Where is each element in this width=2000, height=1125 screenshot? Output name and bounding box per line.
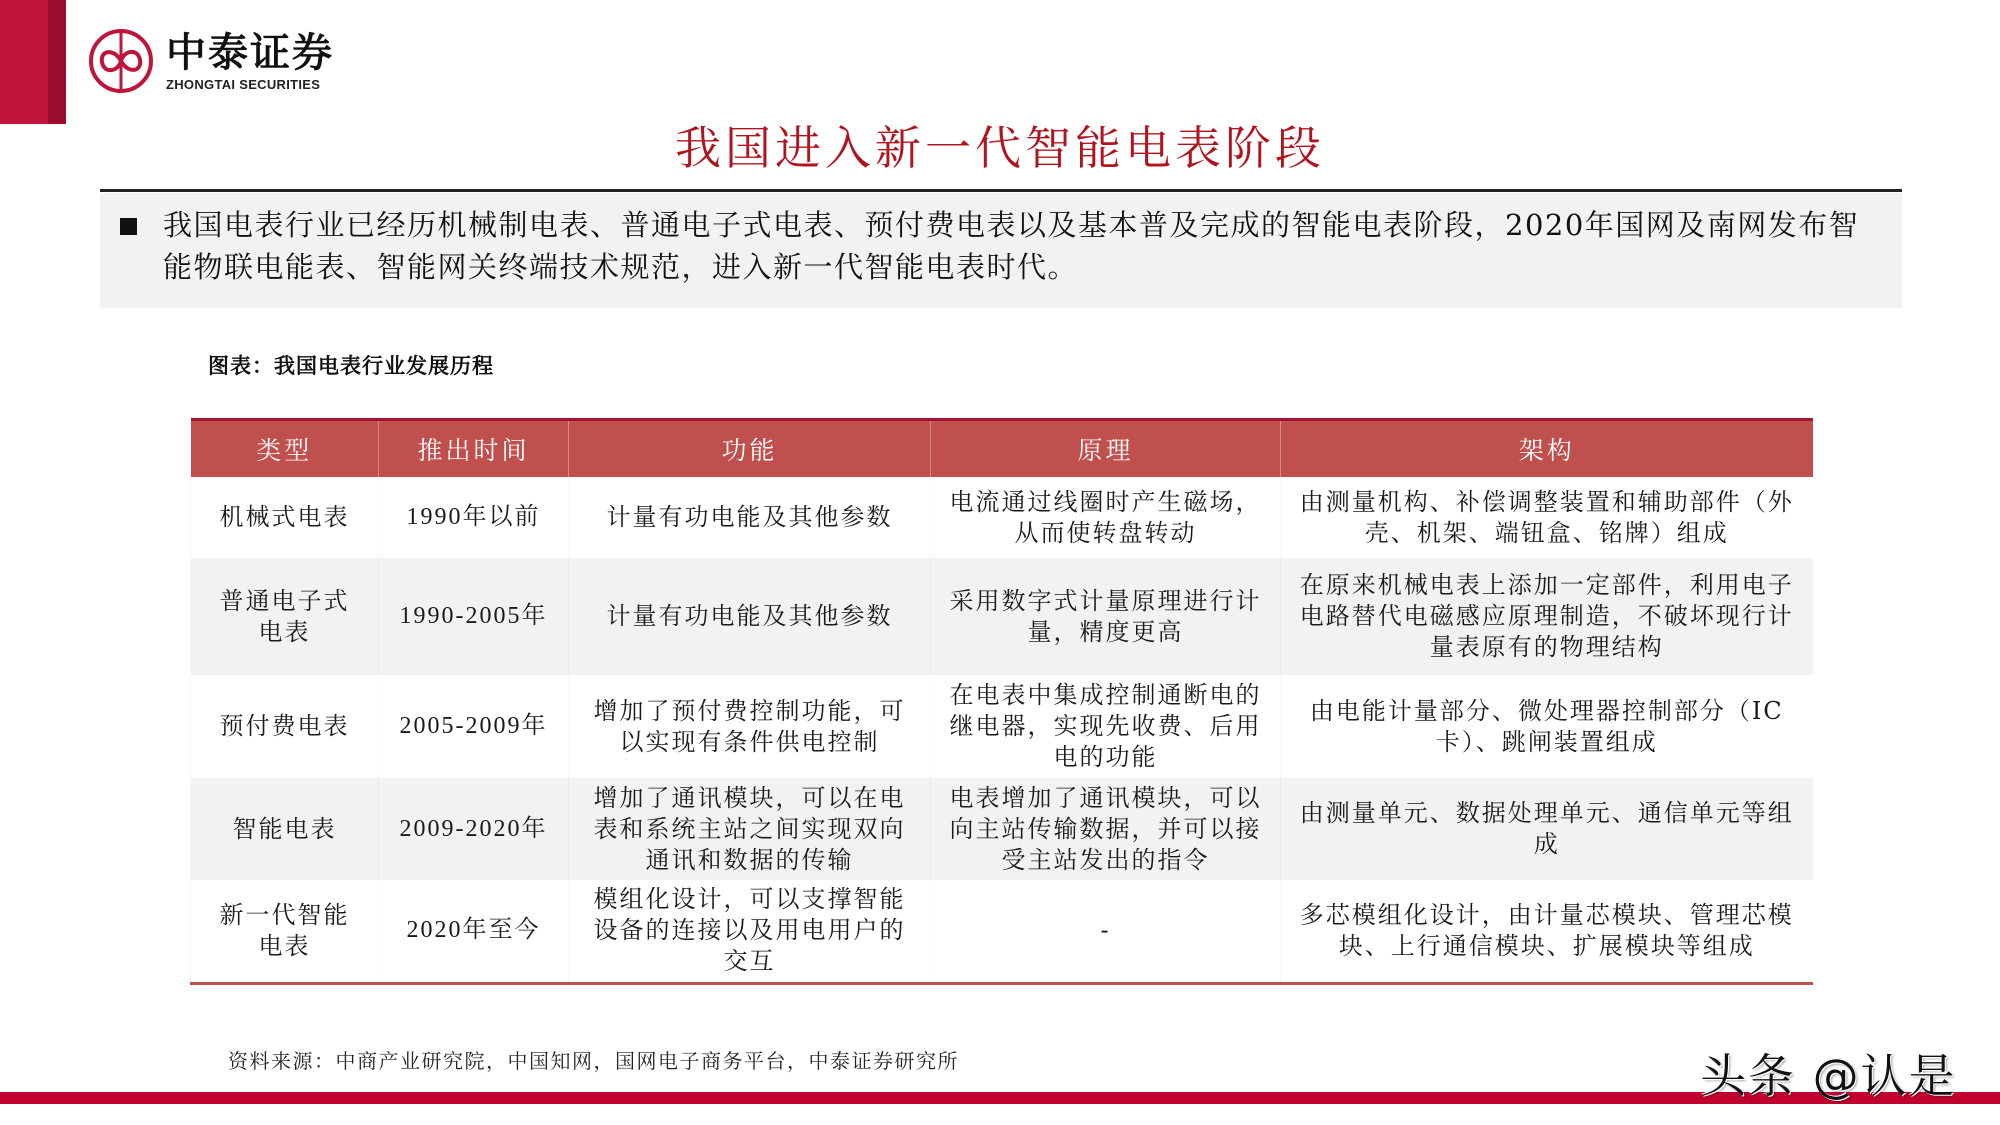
cell-principle: - <box>931 880 1281 983</box>
brand-name-en: ZHONGTAI SECURITIES <box>166 76 321 92</box>
cell-period: 2009-2020年 <box>379 778 569 880</box>
cell-principle: 电表增加了通讯模块，可以向主站传输数据，并可以接受主站发出的指令 <box>931 778 1281 880</box>
corner-accent-block-dark <box>48 0 66 124</box>
cell-type: 机械式电表 <box>191 477 379 558</box>
page-title: 我国进入新一代智能电表阶段 <box>675 121 1325 175</box>
cell-function: 增加了通讯模块，可以在电表和系统主站之间实现双向通讯和数据的传输 <box>569 778 931 880</box>
table-row <box>191 675 1813 778</box>
cell-principle: 采用数字式计量原理进行计量，精度更高 <box>931 558 1281 675</box>
zhongtai-logo-icon <box>88 28 154 94</box>
table-row <box>191 477 1813 558</box>
table-row <box>191 880 1813 983</box>
cell-type: 新一代智能电表 <box>191 880 379 983</box>
cell-architecture: 由测量机构、补偿调整装置和辅助部件（外壳、机架、端钮盒、铭牌）组成 <box>1281 477 1813 558</box>
cell-function: 计量有功电能及其他参数 <box>569 558 931 675</box>
brand-logo <box>88 28 334 94</box>
cell-function: 计量有功电能及其他参数 <box>569 477 931 558</box>
column-header-architecture: 架构 <box>1281 420 1813 478</box>
table-row <box>191 558 1813 675</box>
cell-principle: 电流通过线圈时产生磁场，从而使转盘转动 <box>931 477 1281 558</box>
summary-text: 我国电表行业已经历机械制电表、普通电子式电表、预付费电表以及基本普及完成的智能电表阶段，2020年国网及南网发布智能物联电能表、智能网关终端技术规范，进入新一代智能电表时代。 <box>163 208 1860 284</box>
cell-type: 智能电表 <box>191 778 379 880</box>
title-divider <box>100 189 1902 192</box>
cell-type: 预付费电表 <box>191 675 379 778</box>
table-header-row <box>191 420 1813 478</box>
meter-history-table <box>190 418 1813 985</box>
watermark: 头条 @认是 <box>1700 1049 1957 1103</box>
corner-accent-block <box>0 0 48 124</box>
table-row <box>191 778 1813 880</box>
column-header-type: 类型 <box>191 420 379 478</box>
source-note: 资料来源：中商产业研究院，中国知网，国网电子商务平台，中泰证券研究所 <box>228 1049 959 1073</box>
cell-principle: 在电表中集成控制通断电的继电器，实现先收费、后用电的功能 <box>931 675 1281 778</box>
cell-period: 2020年至今 <box>379 880 569 983</box>
cell-architecture: 多芯模组化设计，由计量芯模块、管理芯模块、上行通信模块、扩展模块等组成 <box>1281 880 1813 983</box>
cell-architecture: 由电能计量部分、微处理器控制部分（IC卡）、跳闸装置组成 <box>1281 675 1813 778</box>
column-header-period: 推出时间 <box>379 420 569 478</box>
square-bullet-icon <box>120 218 137 235</box>
cell-period: 2005-2009年 <box>379 675 569 778</box>
cell-type: 普通电子式电表 <box>191 558 379 675</box>
cell-architecture: 由测量单元、数据处理单元、通信单元等组成 <box>1281 778 1813 880</box>
column-header-principle: 原理 <box>931 420 1281 478</box>
cell-function: 增加了预付费控制功能，可以实现有条件供电控制 <box>569 675 931 778</box>
column-header-function: 功能 <box>569 420 931 478</box>
cell-architecture: 在原来机械电表上添加一定部件，利用电子电路替代电磁感应原理制造，不破坏现行计量表原有的物理结构 <box>1281 558 1813 675</box>
brand-name-cn: 中泰证券 <box>166 29 334 76</box>
cell-function: 模组化设计，可以支撑智能设备的连接以及用电用户的交互 <box>569 880 931 983</box>
cell-period: 1990年以前 <box>379 477 569 558</box>
figure-caption: 图表：我国电表行业发展历程 <box>208 353 494 378</box>
cell-period: 1990-2005年 <box>379 558 569 675</box>
